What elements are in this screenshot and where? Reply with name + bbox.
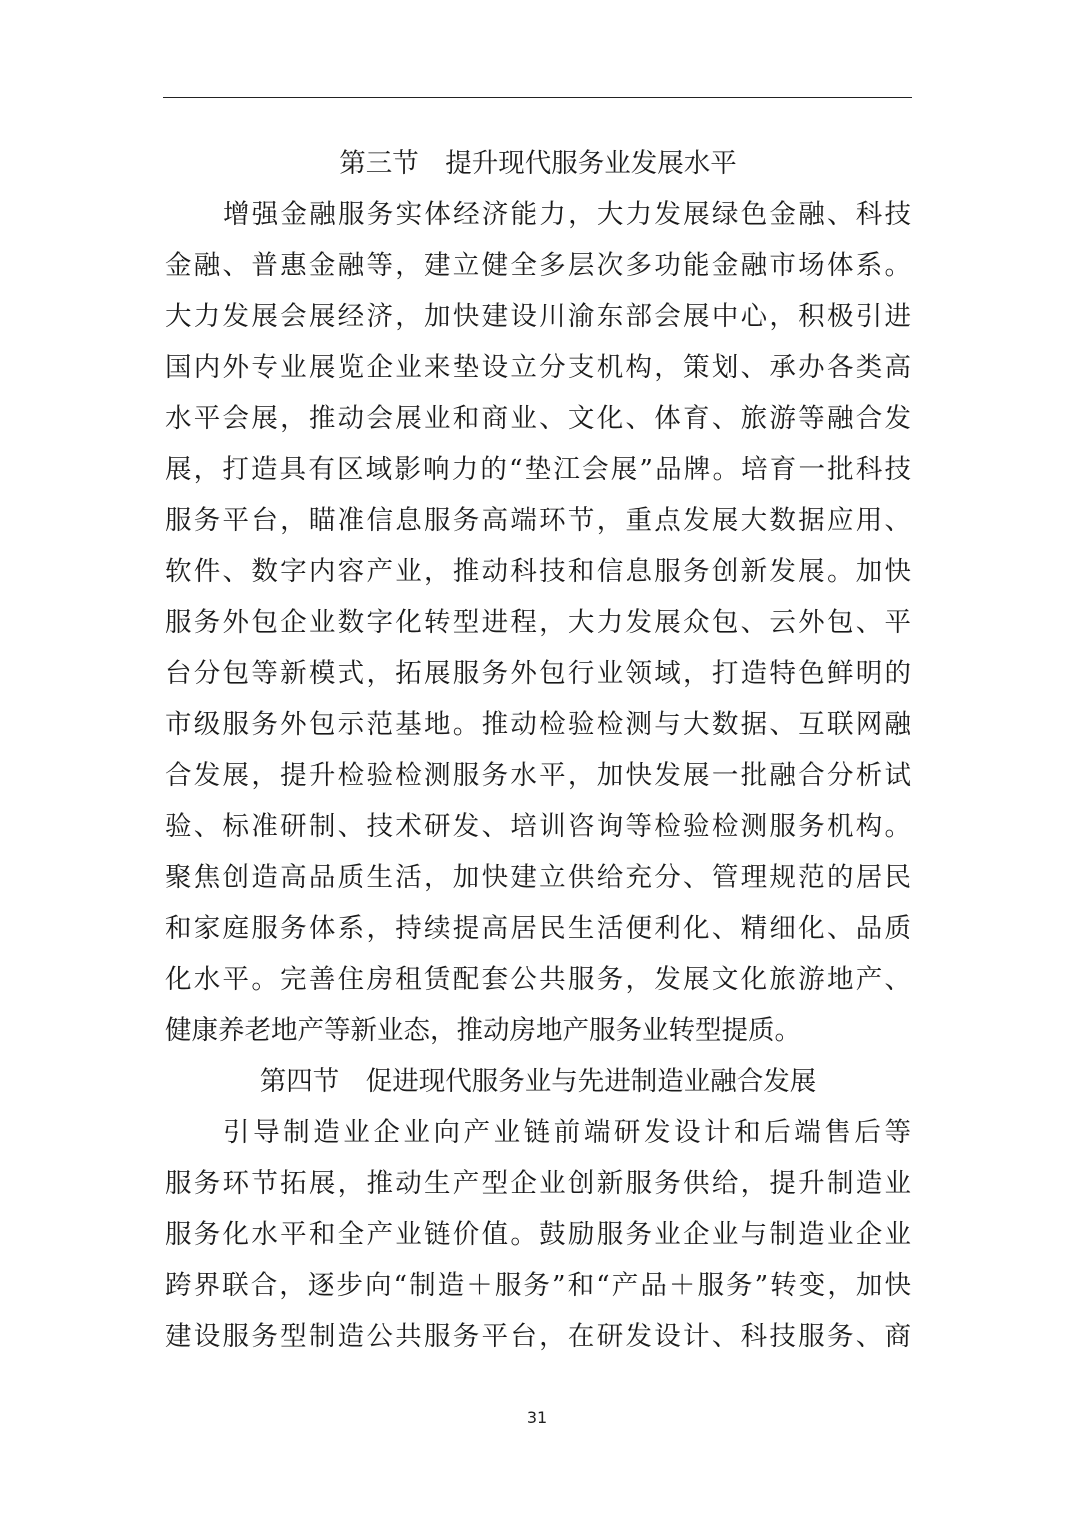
paragraph-line: 聚焦创造高品质生活，加快建立供给充分、管理规范的居民 bbox=[165, 862, 911, 893]
paragraph-line: 金融、普惠金融等，建立健全多层次多功能金融市场体系。 bbox=[165, 250, 911, 281]
paragraph-line: 服务化水平和全产业链价值。鼓励服务业企业与制造业企业 bbox=[165, 1219, 911, 1250]
paragraph-line: 健康养老地产等新业态，推动房地产服务业转型提质。 bbox=[165, 1015, 801, 1046]
paragraph-line: 大力发展会展经济，加快建设川渝东部会展中心，积极引进 bbox=[165, 301, 911, 332]
paragraph-line: 增强金融服务实体经济能力，大力发展绿色金融、科技 bbox=[223, 199, 911, 230]
page-number: 31 bbox=[526, 1408, 548, 1427]
paragraph-line: 合发展，提升检验检测服务水平，加快发展一批融合分析试 bbox=[165, 760, 911, 791]
paragraph-line: 服务平台，瞄准信息服务高端环节，重点发展大数据应用、 bbox=[165, 505, 911, 536]
paragraph-line: 引导制造业企业向产业链前端研发设计和后端售后等 bbox=[223, 1117, 911, 1148]
paragraph-line: 建设服务型制造公共服务平台，在研发设计、科技服务、商 bbox=[165, 1321, 911, 1352]
paragraph-line: 水平会展，推动会展业和商业、文化、体育、旅游等融合发 bbox=[165, 403, 911, 434]
paragraph-line: 跨界联合，逐步向“制造＋服务”和“产品＋服务”转变，加快 bbox=[165, 1270, 911, 1301]
paragraph-line: 台分包等新模式，拓展服务外包行业领域，打造特色鲜明的 bbox=[165, 658, 911, 689]
paragraph-line: 展，打造具有区域影响力的“垫江会展”品牌。培育一批科技 bbox=[165, 454, 911, 485]
paragraph-line: 验、标准研制、技术研发、培训咨询等检验检测服务机构。 bbox=[165, 811, 911, 842]
section-paragraph-3 bbox=[165, 189, 911, 1056]
paragraph-line: 软件、数字内容产业，推动科技和信息服务创新发展。加快 bbox=[165, 556, 911, 587]
paragraph-line: 化水平。完善住房租赁配套公共服务，发展文化旅游地产、 bbox=[165, 964, 911, 995]
paragraph-line: 和家庭服务体系，持续提高居民生活便利化、精细化、品质 bbox=[165, 913, 911, 944]
paragraph-line: 服务环节拓展，推动生产型企业创新服务供给，提升制造业 bbox=[165, 1168, 911, 1199]
section-paragraph-4 bbox=[165, 1107, 911, 1362]
header-rule bbox=[163, 97, 912, 98]
document-body bbox=[165, 138, 911, 1362]
paragraph-line: 服务外包企业数字化转型进程，大力发展众包、云外包、平 bbox=[165, 607, 911, 638]
paragraph-line: 市级服务外包示范基地。推动检验检测与大数据、互联网融 bbox=[165, 709, 911, 740]
paragraph-line: 国内外专业展览企业来垫设立分支机构，策划、承办各类高 bbox=[165, 352, 911, 383]
section-heading-3: 第三节 提升现代服务业发展水平 bbox=[339, 148, 737, 179]
section-heading-4: 第四节 促进现代服务业与先进制造业融合发展 bbox=[259, 1066, 817, 1097]
